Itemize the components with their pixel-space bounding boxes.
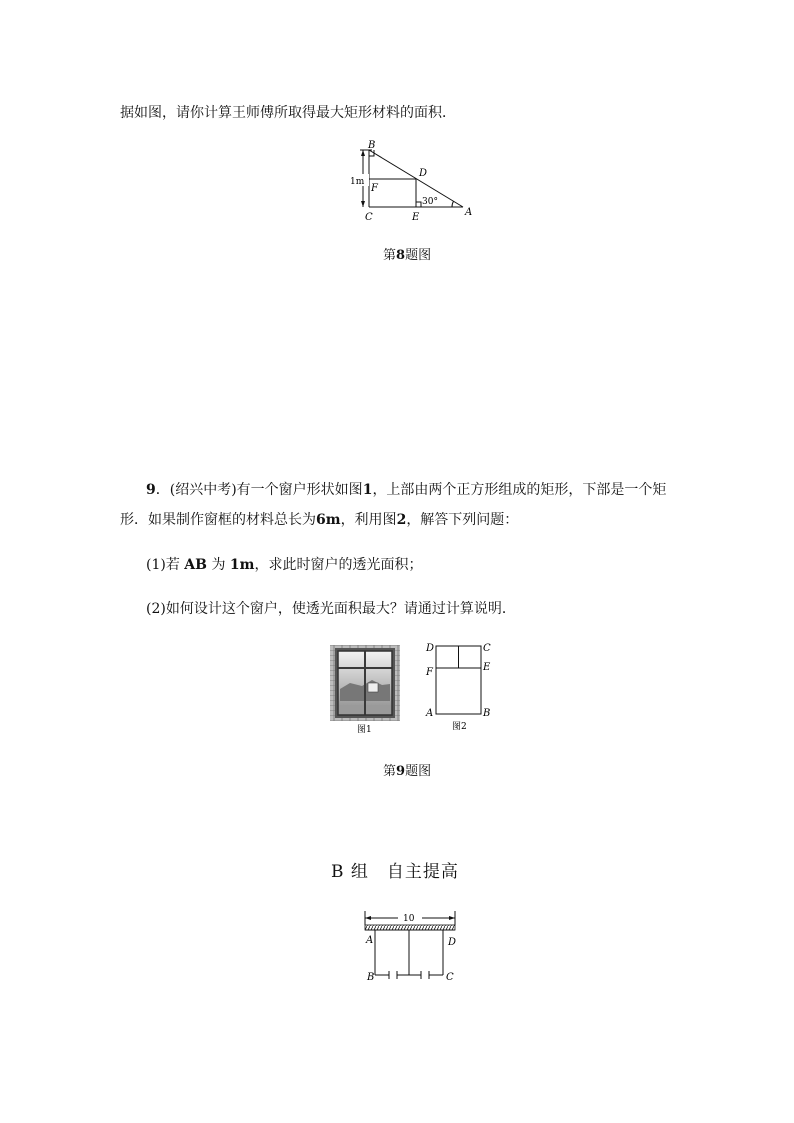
q9-line1: 9．(绍兴中考)有一个窗户形状如图1，上部由两个正方形组成的矩形，下部是一个矩 [146, 482, 667, 498]
label-e: E [412, 212, 420, 223]
dimension-label: 10 [403, 914, 415, 924]
label-f: F [371, 183, 378, 194]
q8-text: 据如图，请你计算王师傅所取得最大矩形材料的面积． [120, 105, 456, 121]
group-b-figure [355, 908, 465, 988]
label-d: D [419, 168, 428, 179]
group-b-heading: B 组 自主提高 [331, 862, 459, 882]
fig2-label-e: E [483, 662, 491, 673]
label-a: A [366, 935, 374, 946]
fig2-label-f: F [426, 667, 433, 678]
q8-triangle-figure [340, 138, 490, 228]
fig1-label: 图1 [357, 725, 372, 735]
q9-window-photo [330, 645, 400, 737]
label-a: A [465, 207, 473, 218]
label-c: C [446, 972, 454, 983]
label-d: D [448, 937, 457, 948]
q9-window-diagram [420, 640, 500, 735]
fig2-label-c: C [483, 643, 491, 654]
fig2-label: 图2 [452, 722, 467, 732]
label-angle: 30° [422, 197, 438, 207]
label-b: B [368, 140, 376, 151]
fig2-label-a: A [426, 708, 434, 719]
label-b: B [367, 972, 375, 983]
fig2-label-b: B [483, 708, 491, 719]
label-c: C [365, 212, 373, 223]
q9-part1: (1)若 AB 为 1m，求此时窗户的透光面积； [146, 557, 423, 573]
q9-caption: 第9题图 [383, 764, 432, 779]
q9-part2: (2)如何设计这个窗户，使透光面积最大？请通过计算说明． [146, 601, 516, 617]
fig2-label-d: D [426, 643, 435, 654]
label-1m: 1m [350, 177, 365, 187]
q8-caption: 第8题图 [383, 248, 432, 263]
q9-line2: 形．如果制作窗框的材料总长为6m，利用图2，解答下列问题： [120, 512, 519, 528]
